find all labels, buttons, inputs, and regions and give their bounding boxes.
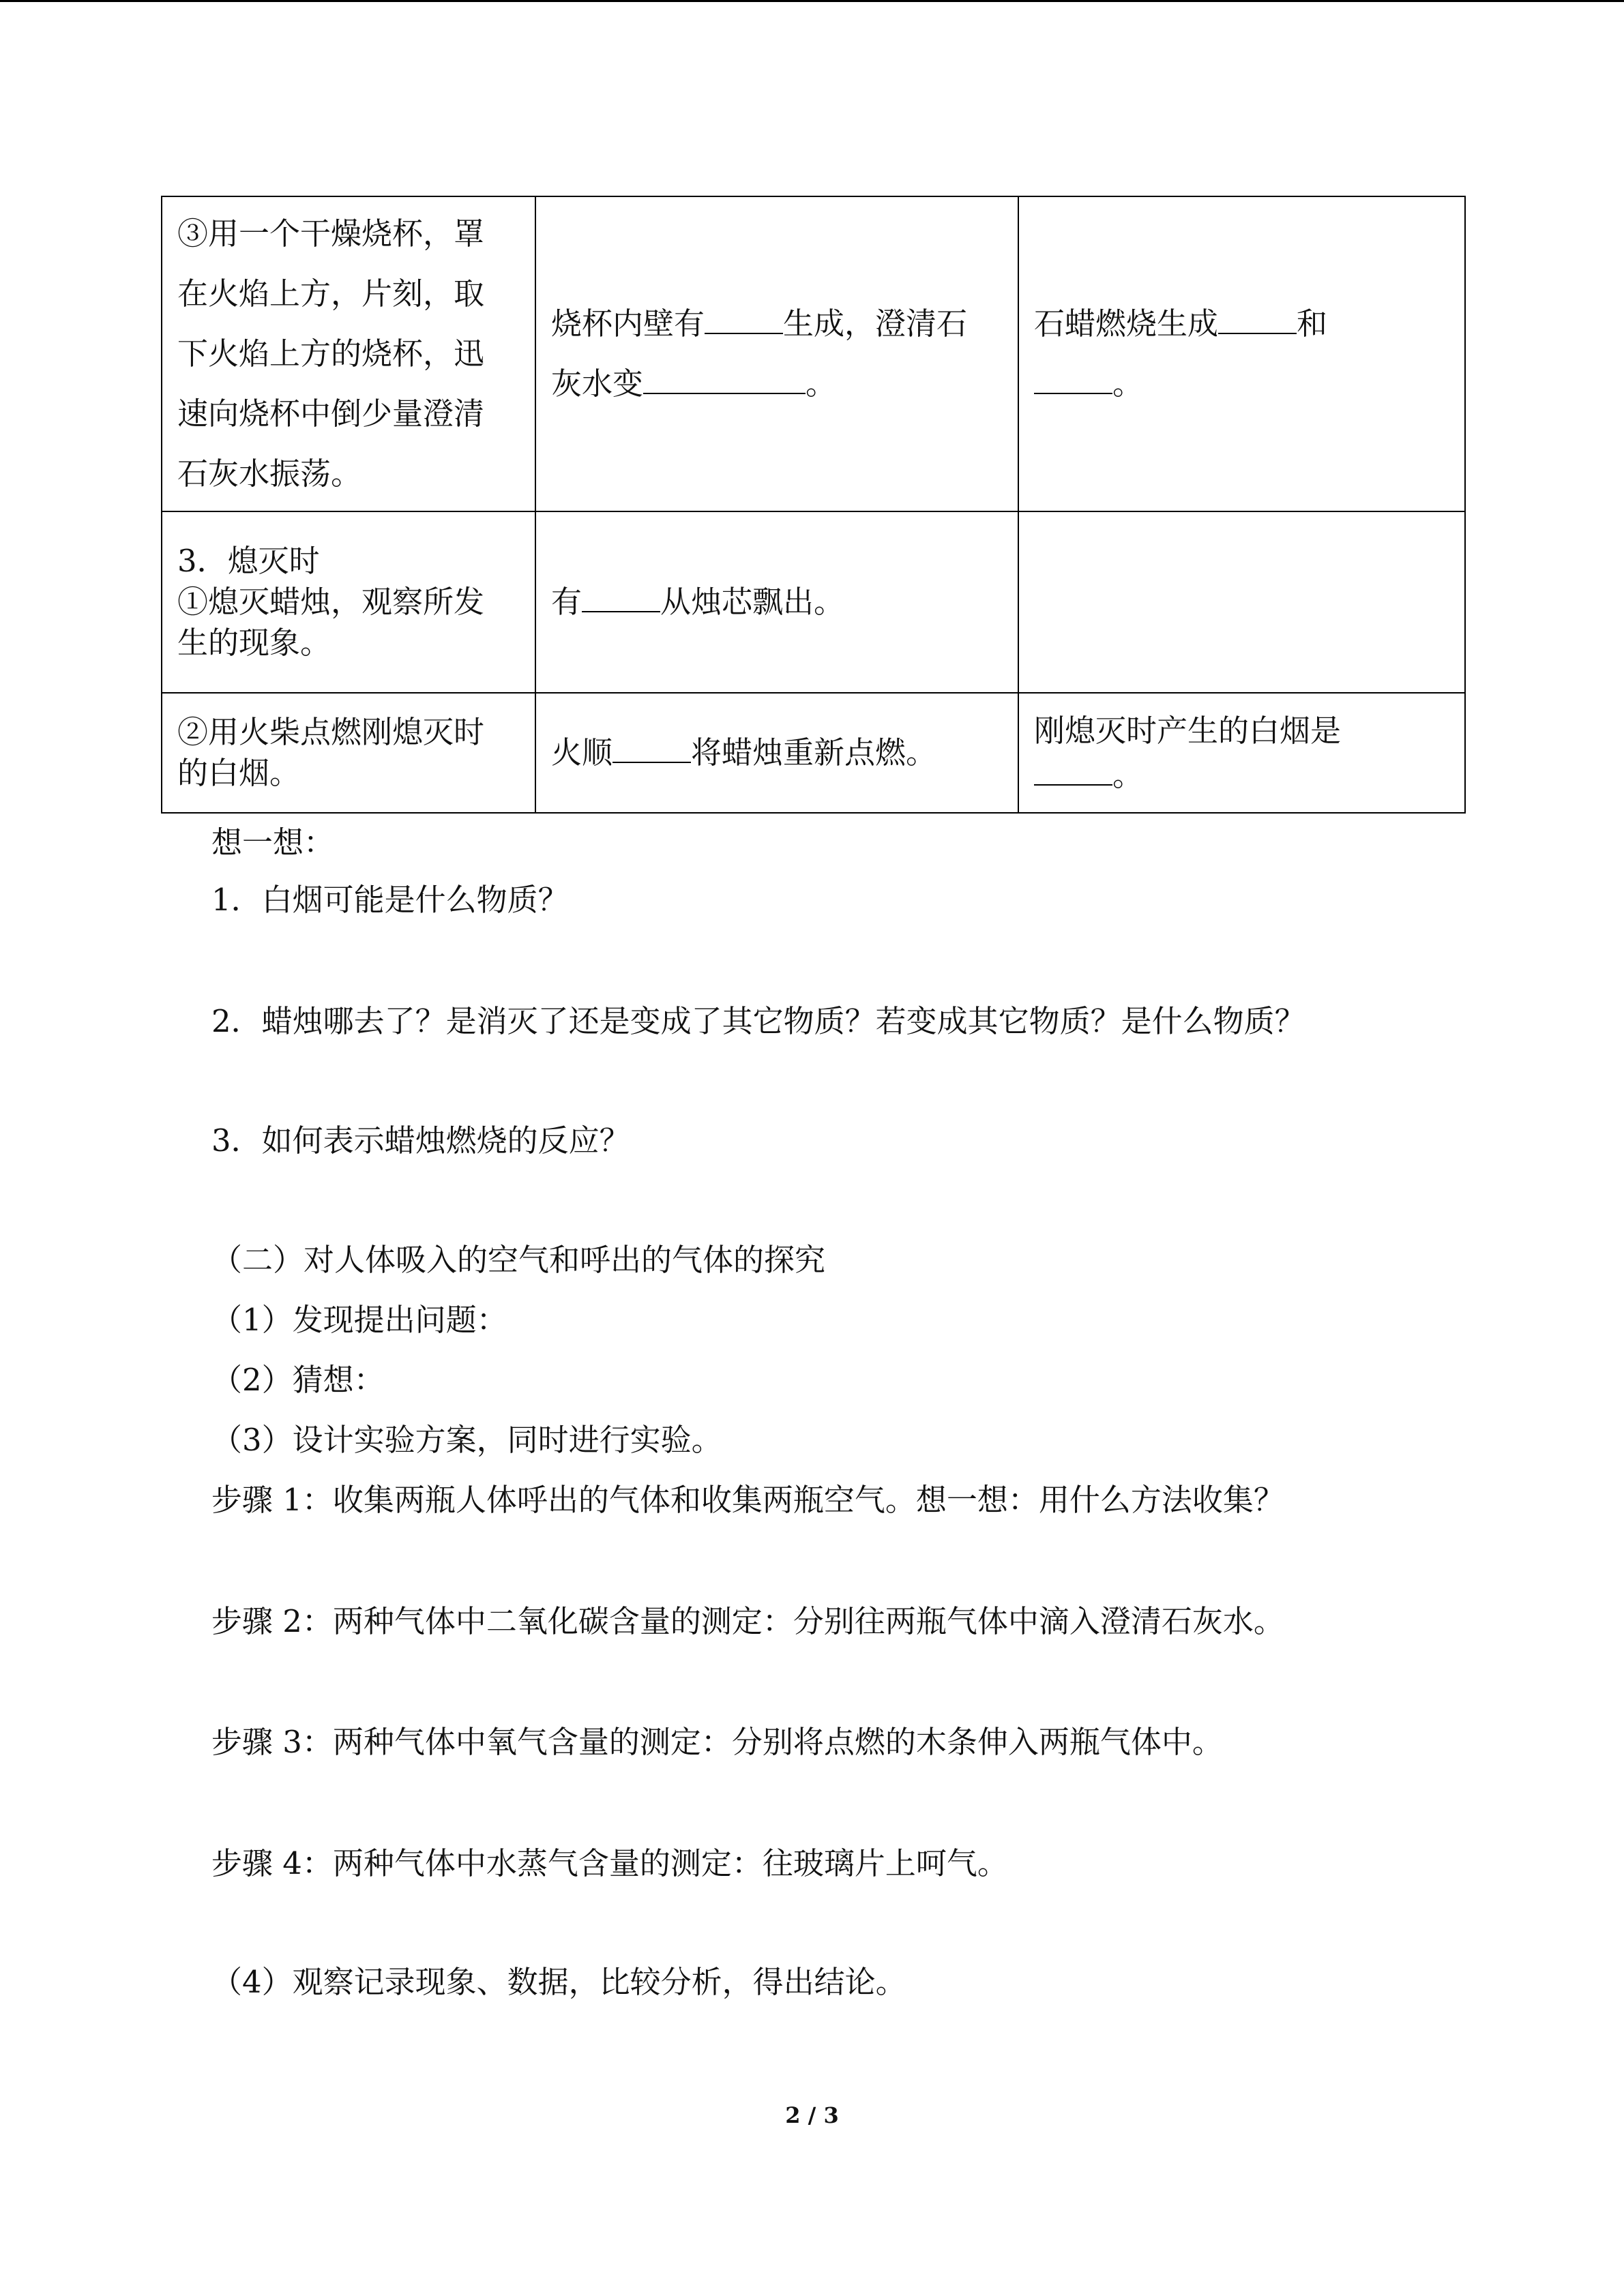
operation-cell bbox=[162, 511, 535, 693]
stage-4: （4）观察记录现象、数据，比较分析，得出结论。 bbox=[211, 1964, 906, 2000]
phenomenon-cell bbox=[535, 693, 1018, 813]
question-2: 2．蜡烛哪去了？是消灭了还是变成了其它物质？若变成其它物质？是什么物质？ bbox=[211, 1003, 1305, 1039]
cell-text: 将蜡烛重新点燃。 bbox=[691, 734, 937, 771]
experiment-table bbox=[161, 196, 1466, 814]
cell-text: 3．熄灭时 bbox=[177, 543, 320, 579]
cell-text: 的白烟。 bbox=[177, 755, 301, 791]
cell-text: 。 bbox=[806, 366, 837, 402]
cell-text: ②用火柴点燃刚熄灭时 bbox=[177, 714, 485, 750]
cell-text: 速向烧杯中倒少量澄清 bbox=[177, 396, 485, 432]
table-row bbox=[162, 693, 1465, 813]
cell-text: 烧杯内壁有 bbox=[551, 305, 705, 342]
stage-3: （3）设计实验方案，同时进行实验。 bbox=[211, 1422, 722, 1458]
phenomenon-cell bbox=[535, 196, 1018, 511]
top-border bbox=[0, 0, 1624, 2]
cell-text: 灰水变 bbox=[551, 366, 644, 402]
fill-blank[interactable] bbox=[643, 361, 806, 394]
think-title: 想一想： bbox=[211, 824, 335, 861]
cell-text: 生成，澄清石 bbox=[783, 305, 968, 342]
table-row bbox=[162, 196, 1465, 511]
table-row bbox=[162, 511, 1465, 693]
cell-text: 。 bbox=[1112, 756, 1144, 793]
question-3: 3．如何表示蜡烛燃烧的反应？ bbox=[211, 1122, 630, 1159]
fill-blank[interactable] bbox=[705, 301, 783, 334]
conclusion-cell bbox=[1018, 693, 1465, 813]
stage-1: （1）发现提出问题： bbox=[211, 1302, 507, 1338]
cell-text: 从烛芯飘出。 bbox=[660, 584, 845, 620]
conclusion-cell bbox=[1018, 511, 1465, 693]
cell-text: 火顺 bbox=[551, 734, 613, 771]
cell-text: 石蜡燃烧生成 bbox=[1034, 305, 1219, 342]
section-heading: （二）对人体吸入的空气和呼出的气体的探究 bbox=[211, 1242, 826, 1278]
conclusion-cell bbox=[1018, 196, 1465, 511]
fill-blank[interactable] bbox=[1034, 361, 1112, 394]
fill-blank[interactable] bbox=[582, 580, 660, 612]
step-1: 步骤 1：收集两瓶人体呼出的气体和收集两瓶空气。想一想：用什么方法收集？ bbox=[211, 1482, 1284, 1518]
stage-2: （2）猜想： bbox=[211, 1362, 385, 1398]
cell-text: ③用一个干燥烧杯，罩 bbox=[177, 215, 485, 252]
cell-text: 下火焰上方的烧杯，迅 bbox=[177, 336, 485, 372]
step-2: 步骤 2：两种气体中二氧化碳含量的测定：分别往两瓶气体中滴入澄清石灰水。 bbox=[211, 1603, 1284, 1639]
cell-text: 石灰水振荡。 bbox=[177, 456, 362, 492]
operation-cell bbox=[162, 693, 535, 813]
cell-text: ①熄灭蜡烛，观察所发 bbox=[177, 584, 485, 620]
cell-text: 生的现象。 bbox=[177, 625, 331, 661]
step-3: 步骤 3：两种气体中氧气含量的测定：分别将点燃的木条伸入两瓶气体中。 bbox=[211, 1724, 1223, 1760]
cell-text: 。 bbox=[1112, 366, 1144, 402]
fill-blank[interactable] bbox=[1034, 753, 1112, 786]
cell-text: 和 bbox=[1297, 305, 1328, 342]
question-1: 1．白烟可能是什么物质？ bbox=[211, 882, 569, 918]
page-number: 2 / 3 bbox=[785, 2102, 839, 2128]
cell-text: 有 bbox=[551, 584, 582, 620]
cell-text: 刚熄灭时产生的白烟是 bbox=[1034, 712, 1342, 749]
fill-blank[interactable] bbox=[612, 730, 691, 763]
phenomenon-cell bbox=[535, 511, 1018, 693]
cell-text: 在火焰上方，片刻，取 bbox=[177, 275, 485, 312]
step-4: 步骤 4：两种气体中水蒸气含量的测定：往玻璃片上呵气。 bbox=[211, 1845, 1008, 1881]
operation-cell bbox=[162, 196, 535, 511]
fill-blank[interactable] bbox=[1218, 301, 1297, 334]
